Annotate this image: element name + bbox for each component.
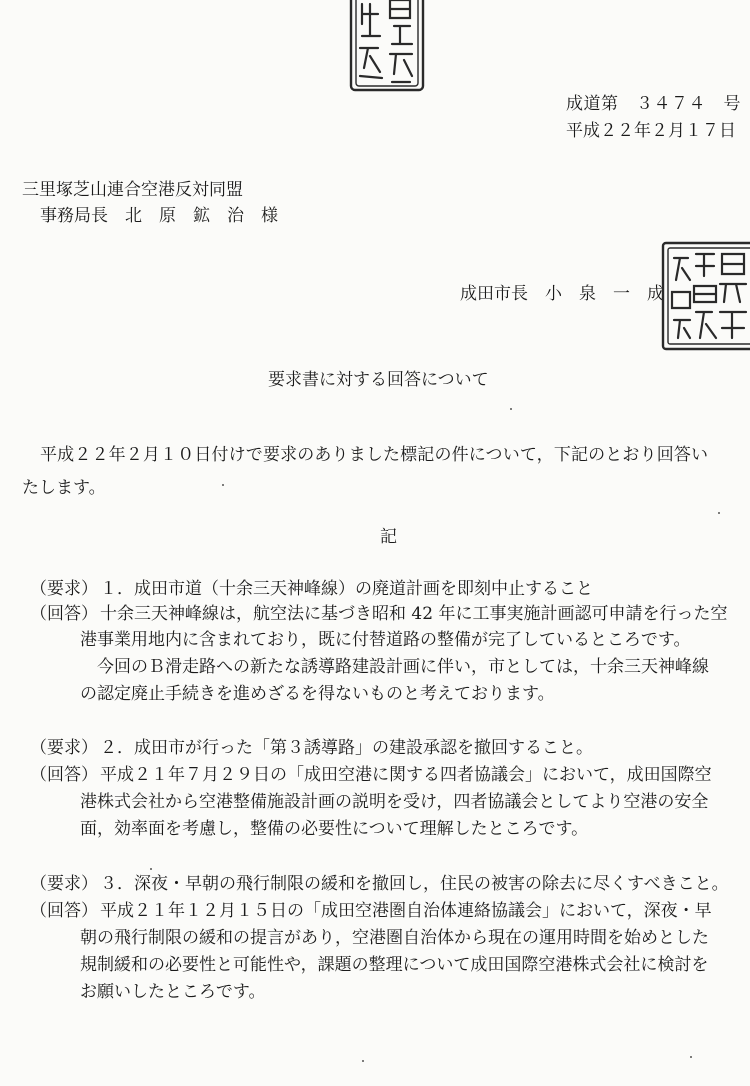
answer-line-3-4: お願いしたところです。 [80, 982, 266, 1002]
request-text-3: ３．深夜・早朝の飛行制限の緩和を撤回し，住民の被害の除去に尽くすべきこと。 [100, 874, 729, 894]
sender-mayor: 成田市長 小 泉 一 成 [460, 284, 664, 304]
answer-line-3-1: 平成２１年１２月１５日の「成田空港圏自治体連絡協議会」において，深夜・早 [100, 901, 712, 921]
scan-speck [150, 868, 152, 870]
document-title: 要求書に対する回答について [268, 370, 489, 390]
answer-line-3-2: 朝の飛行制限の緩和の提言があり，空港圏自治体から現在の運用時間を始めとした [80, 928, 709, 948]
scan-speck [718, 512, 720, 514]
answer-line-2-1: 平成２１年７月２９日の「成田空港に関する四者協議会」において，成田国際空 [100, 765, 712, 785]
scan-speck [222, 484, 224, 486]
document-number: 成道第 ３４７４ 号 [566, 94, 741, 114]
answer-line-2-3: 面，効率面を考慮し，整備の必要性について理解したところです。 [80, 819, 589, 839]
answer-line-3-3: 規制緩和の必要性と可能性や，課題の整理について成田国際空港株式会社に検討を [80, 955, 709, 975]
answer-line-1-3: 今回のＢ滑走路への新たな誘導路建設計画に伴い，市としては，十余三天神峰線 [80, 657, 709, 677]
request-text-1: １．成田市道（十余三天神峰線）の廃道計画を即刻中止すること [100, 579, 593, 599]
scan-speck [510, 408, 512, 410]
document-date: 平成２２年２月１７日 [566, 121, 736, 141]
answer-tag-2: （回答） [30, 765, 98, 785]
answer-tag-1: （回答） [30, 604, 98, 624]
top-official-seal [348, 0, 426, 94]
request-text-2: ２．成田市が行った「第３誘導路」の建設承認を撤回すること。 [100, 738, 593, 758]
answer-line-1-2: 港事業用地内に含まれており，既に付替道路の整備が完了しているところです。 [80, 630, 691, 650]
scan-speck [362, 1060, 364, 1062]
scan-speck [690, 1056, 692, 1058]
recipient-organization: 三里塚芝山連合空港反対同盟 [22, 180, 243, 200]
answer-line-2-2: 港株式会社から空港整備施設計画の説明を受け，四者協議会としてより空港の安全 [80, 792, 709, 812]
mayor-seal [660, 240, 750, 352]
answer-tag-3: （回答） [30, 901, 98, 921]
answer-line-1-4: の認定廃止手続きを進めざるを得ないものと考えております。 [80, 684, 555, 704]
intro-line-1: 平成２２年２月１０日付けで要求のありました標記の件について，下記のとおり回答い [40, 445, 709, 465]
answer-line-1-1: 十余三天神峰線は，航空法に基づき昭和 42 年に工事実施計画認可申請を行った空 [100, 604, 728, 624]
request-tag-1: （要求） [30, 579, 98, 599]
request-tag-3: （要求） [30, 874, 98, 894]
intro-line-2: たします。 [22, 478, 106, 498]
recipient-person: 事務局長 北 原 鉱 治 様 [40, 206, 278, 226]
request-tag-2: （要求） [30, 738, 98, 758]
ki-heading: 記 [380, 527, 397, 547]
